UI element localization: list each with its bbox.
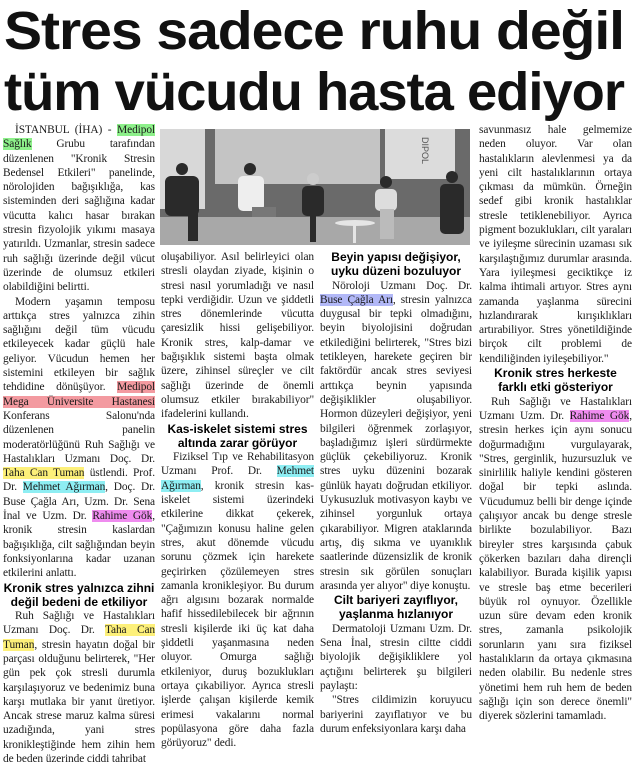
panelist-3-head xyxy=(307,173,319,185)
panelist-5-body xyxy=(440,184,464,234)
text-segment: , stresin herkes için aynı sonucu doğurmadığını vurgulayarak, "Stres, gerginlik, huzursuzluk ve sinirlilik haliyle kendini gösteren doğal bir tepki aslında. Vücudumuz belli bir denge içinde çalışıyor ancak bu denge stresle birlikte bozulabiliyor. Bazı bireyler stres karşısında çabuk çökerken bazıları daha dirençli kalabiliyor. Burada kişilik yapısı ve stresle baş etme becerileri büyük rol oynuyor. Özellikle uzun süre devam eden kronik stres, zamanla psikolojik sorunların yanı sıra fiziksel hastalıkların da ortaya çıkmasına neden olabilir. Bu nedenle stres yönetimi hem ruh hem de beden sağlığı için son derece önemli" diyerek sözlerini tamamladı. xyxy=(479,409,632,723)
subheading: Kronik stres herkeste farklı etki gösteriyor xyxy=(494,366,617,395)
highlighted-name: Mehmet Ağırman xyxy=(22,481,106,494)
article-column-4 xyxy=(479,123,632,723)
panelist-5-head xyxy=(446,171,458,183)
paragraph xyxy=(479,123,632,366)
paragraph xyxy=(161,250,314,422)
article-column-1 xyxy=(3,123,155,766)
highlighted-name: Rahime Gök xyxy=(92,510,153,523)
subheading: Kronik stres yalnızca zihni değil bedeni de etkiliyor xyxy=(3,580,155,609)
paragraph xyxy=(320,693,472,736)
text-segment: Modern yaşamın temposu arttıkça stres yalnızca zihin sağlığını değil tüm vücudu etkileyecek kadar güçlü hale geliyor. Vücudun hemen her sistemini etkileyen bir sağlık tehdidine dönüşüyor. xyxy=(3,295,155,394)
paragraph xyxy=(161,450,314,750)
banner-text: DIPOL xyxy=(420,137,430,165)
text-segment: oluşabiliyor. Asıl belirleyici olan stresli olaydan ziyade, kişinin o stresi nasıl yorumladığı ve nasıl tepki verdiğidir. Uzun ve şiddetli stres dönemlerinde vücutta çaresizlik hissi gelişebiliyor. Kronik stres, kalp-damar ve bağışıklık sistemi başta olmak üzere, zihinsel süreçler ve cilt sağlığı üzerinde de önemli olumsuz etkiler bırakabiliyor" ifadelerini kullandı. xyxy=(161,251,314,421)
panelist-1-legs xyxy=(188,209,198,241)
text-segment: Ruh Sağlığı ve Hastalıkları Uzmanı Uzm. Dr. xyxy=(479,395,632,422)
paragraph xyxy=(3,123,155,295)
panelist-2-legs xyxy=(252,207,276,217)
text-segment: İSTANBUL (İHA) - xyxy=(15,124,118,136)
highlighted-name: Mehmet Ağırman xyxy=(161,465,314,492)
subheading: Cilt bariyeri zayıflıyor, yaşlanma hızlanıyor xyxy=(333,593,459,622)
text-segment: , stresin yalnızca duygusal bir tepki olmadığını, beyin biyolojisini doğrudan etkilediğini belirterek, "Stres bizi tetikleyen, harekete geçiren bir faktördür ancak stres seviyesi arttıkça beynin yapısında değişiklikler oluşabiliyor. Hormon düzeyleri değişiyor, yeni bilgileri öğrenmek zorlaşıyor, başladığımız işleri sürdürmekte güçlük çekebiliyoruz. Kronik stres uyku düzenini bozarak günlük hayatı doğrudan etkiliyor. Uykusuzluk motivasyon kaybı ve zihinsel yorgunluk ortaya çıkarabiliyor. Migren ataklarında artış, diş sıkma ve uyanıklık saatlerinde düzensizlik de kronik stresin sık görülen sonuçları arasında yer alıyor" diye konuştu. xyxy=(320,293,472,592)
text-segment: , Doç. Dr. Buse Çağla Arı, Uzm. Dr. Sena İnal ve Uzm. Dr. xyxy=(3,481,155,523)
highlighted-name: Taha Can Tuman xyxy=(3,624,155,651)
text-segment: Dermatoloji Uzmanı Uzm. Dr. Sena İnal, stresin ciltte ciddi biyolojik değişikliklere yol açtığını belirterek şu bilgileri paylaştı: xyxy=(320,622,472,692)
text-segment: "Stres cildimizin koruyucu bariyerini zayıflatıyor ve bu durum enfeksiyonlara karşı daha xyxy=(320,694,472,735)
panelist-4-body xyxy=(375,189,397,211)
panelist-4-head xyxy=(380,176,392,188)
text-segment: , stresin hayatın doğal bir parçası olduğunu belirterek, "Her gün pek çok stresli durumla karşılaşıyoruz ve bedenimiz buna karşı mutlaka bir yanıt üretiyor. Ancak strese maruz kalma süresi uzadığında, yani stres kronikleştiğinde hem zihin hem de beden üzerinde ciddi tahribat xyxy=(3,638,155,766)
text-segment: savunmasız hale gelmemize neden oluyor. Var olan hastalıkların alevlenmesi ya da yeni cilt hastalıklarının ortaya çıkması da mümkün. Örneğin sedef gibi kronik hastalıklar stresle tetiklenebiliyor. Ayrıca pigment bozuklukları, cilt yaraları ve iyileşme sürecinin uzaması sık karşılaştığımız durumlar arasında. Yara iyileşmesi geciktikçe iz kalma ihtimali artıyor. Stres aynı zamanda yaşlanma sürecini hızlandırarak kırışıklıkları artırabiliyor. Stres yönetildiğinde birçok cilt problemi de kendiliğinden iyileşebiliyor." xyxy=(479,124,632,365)
article-column-3 xyxy=(320,250,472,736)
subheading: Beyin yapısı değişiyor, uyku düzeni bozuluyor xyxy=(330,250,461,279)
table-leg xyxy=(353,223,356,243)
text-segment: Konferans Salonu'nda düzenlenen panelin moderatörlüğünü Ruh Sağlığı ve Hastalıkları Uzmanı Doç. Dr. xyxy=(3,409,155,465)
highlighted-name: Taha Can Tuman xyxy=(3,467,85,480)
highlighted-name: Rahime Gök xyxy=(569,409,630,422)
panelist-3-legs xyxy=(310,214,316,242)
panelist-4-legs xyxy=(380,209,394,239)
text-segment: üstlendi. Prof. Dr. xyxy=(3,467,155,494)
highlighted-name: Buse Çağla Arı xyxy=(320,293,393,306)
paragraph xyxy=(320,622,472,693)
text-segment: Fiziksel Tıp ve Rehabilitasyon Uzmanı Prof. Dr. xyxy=(161,451,314,478)
article-column-2 xyxy=(161,250,314,750)
panelist-1-head xyxy=(176,163,188,175)
text-segment: , kronik stresin kaslardan bağışıklığa, cilt sağlığından beyin fonksiyonlarına kadar uzanan etkilerini anlattı. xyxy=(3,510,155,580)
highlighted-name: Medipol Sağlık xyxy=(3,124,155,151)
panelist-2-shirt xyxy=(238,176,264,211)
paragraph xyxy=(479,395,632,724)
headline-line-1 xyxy=(4,0,628,62)
medipol-banner xyxy=(385,129,455,179)
subheading: Kas-iskelet sistemi stres altında zarar görüyor xyxy=(167,421,308,450)
panelist-2-head xyxy=(244,163,256,175)
text-segment: Nöroloji Uzmanı Doç. Dr. xyxy=(332,279,472,292)
highlighted-name: Medipol Mega Üniversite Hastanesi xyxy=(3,381,155,408)
paragraph xyxy=(3,609,155,766)
headline-text-1: Stres sadece ruhu değil xyxy=(4,1,624,61)
projection-screen xyxy=(215,129,380,184)
panel-photo xyxy=(160,129,470,245)
text-segment: Grubu tarafından düzenlenen "Kronik Stresin Bedensel Etkileri" panelinde, nörolojiden bağışıklığa, kas sisteminden deri sağlığına kadar vücutta kalıcı hasar bırakan stresin fizyolojik yıkımı masaya yatırıldı. Uzmanlar, stresin sadece ruh sağlığı üzerinde değil vücut üzerinde de olumsuz etkileri olabildiğini belirtti. xyxy=(3,138,155,294)
paragraph xyxy=(320,279,472,594)
text-segment: Ruh Sağlığı ve Hastalıkları Uzmanı Doç. Dr. xyxy=(3,610,155,637)
panelist-3-body xyxy=(302,186,324,216)
headline-text-2: tüm vücudu hasta ediyor xyxy=(4,62,625,122)
text-segment: , kronik stresin kas-iskelet sistemi üzerindeki etkilerine dikkat çekerek, "Çağımızın konusu haline gelen stres, akut dönemde vücudu sorunu çözmek için harekete geçirirken çözülemeyen stres zamanla kronikleşiyor. Bu durum ağrı algısını bozarak normalde hafif hissedilebilecek bir ağrının stresli kişilerde iki üç kat daha şiddetli yaşanmasına neden oluyor. Omurga sağlığı etkileniyor, duruş bozuklukları ortaya çıkabiliyor. Ayrıca stresli işlerde çalışan kişilerde kemik erimesi vakalarını normal popülasyona göre daha fazla görüyoruz" dedi. xyxy=(161,479,314,750)
paragraph xyxy=(3,295,155,581)
headline-line-2 xyxy=(4,61,628,123)
